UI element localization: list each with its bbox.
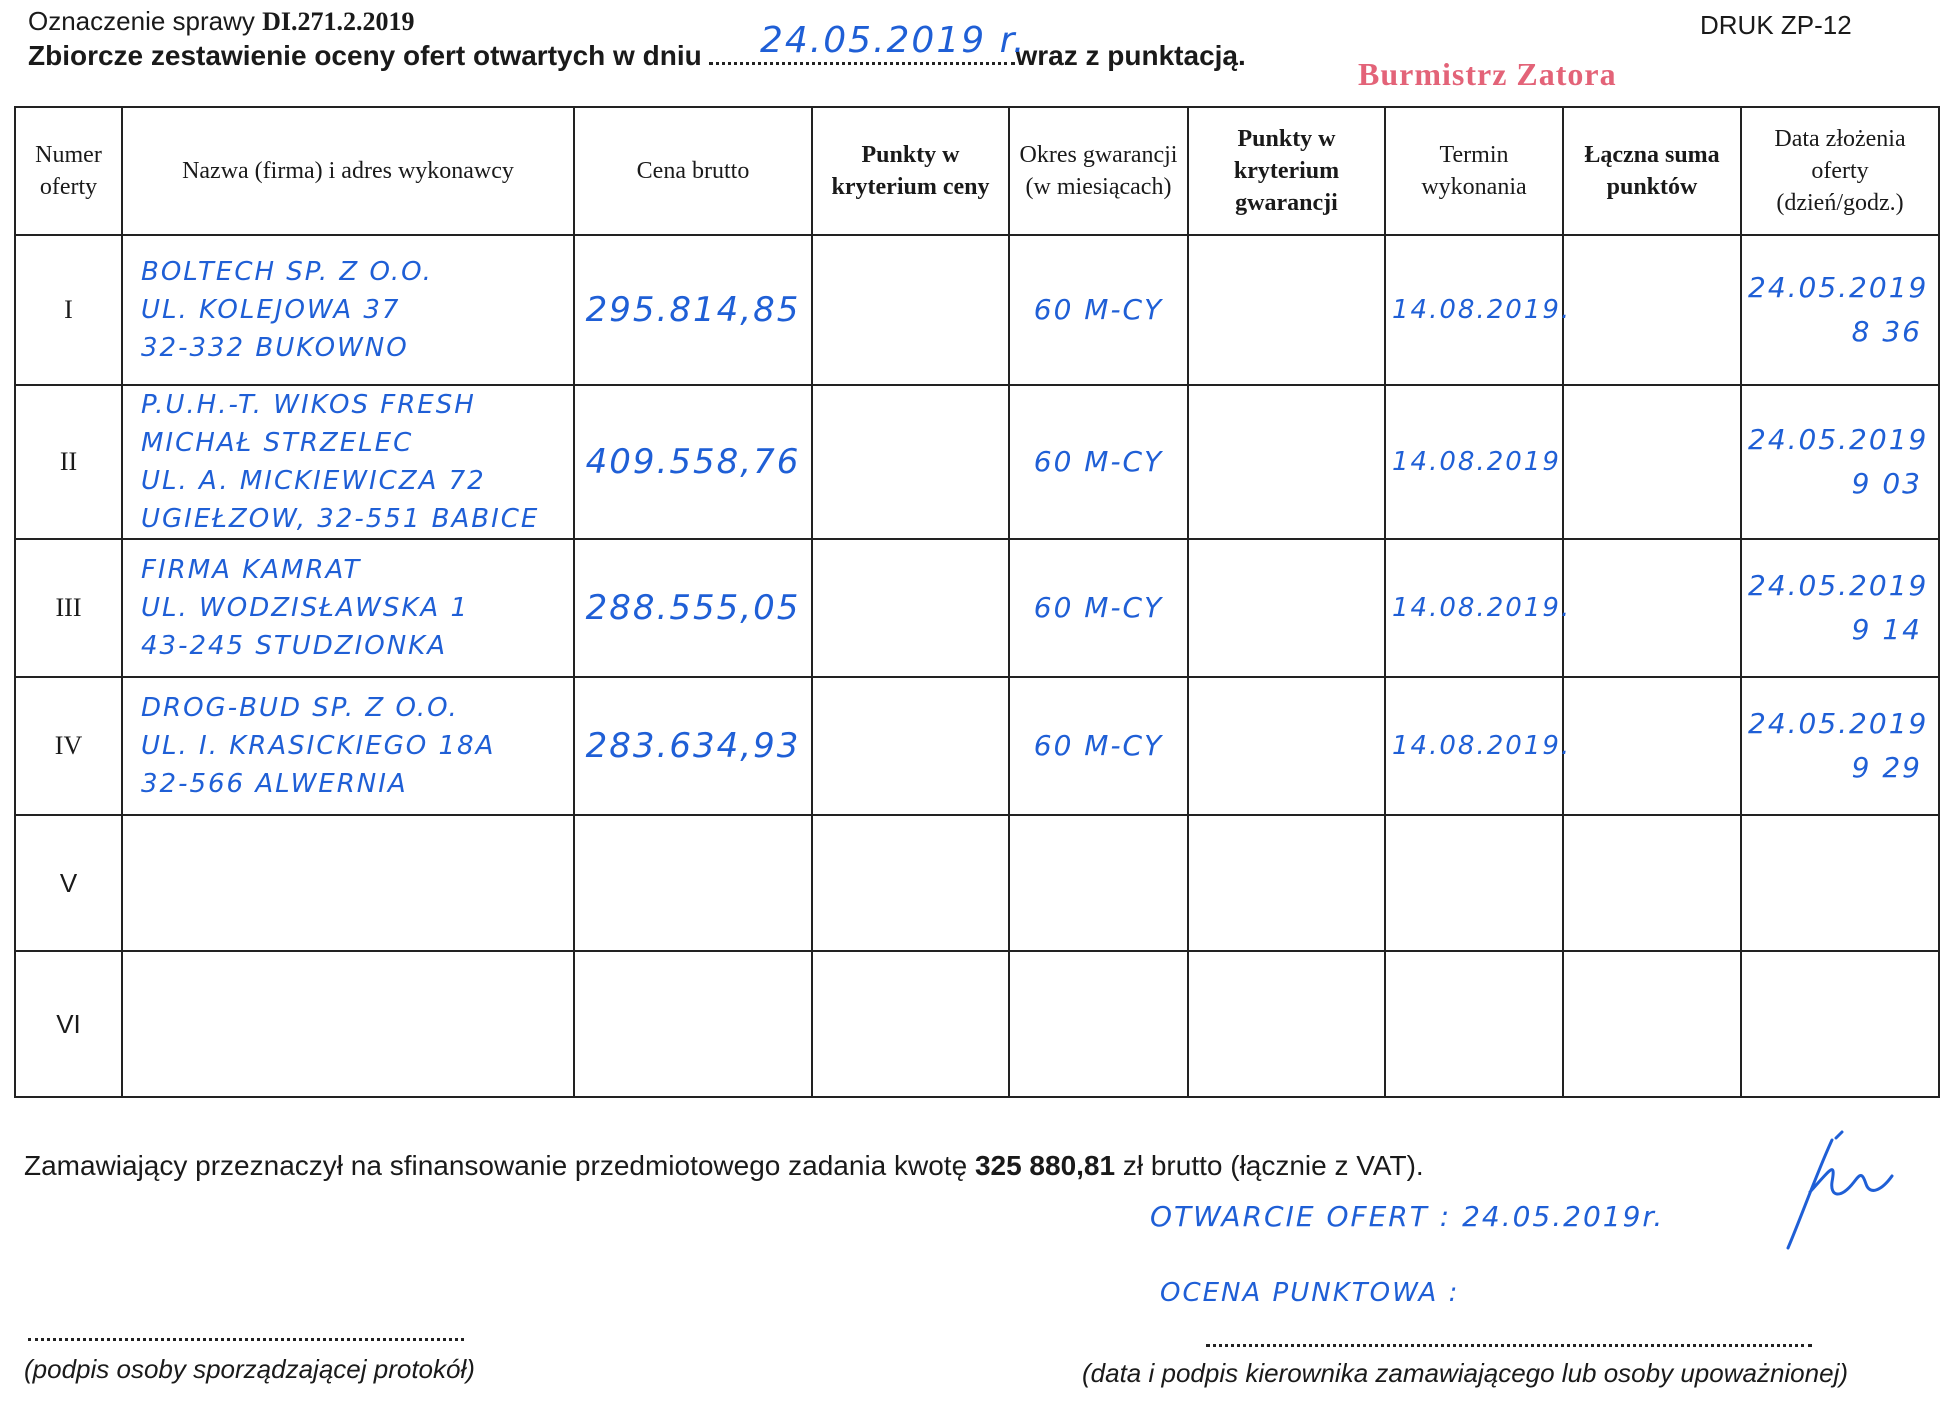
submission-date-cell <box>1741 677 1939 815</box>
total-points-cell <box>1563 815 1741 951</box>
gross-price-cell <box>574 385 812 539</box>
table-row <box>15 235 1939 385</box>
budget-suffix: zł brutto (łącznie z VAT). <box>1122 1150 1424 1181</box>
signature-caption-preparer: (podpis osoby sporządzającej protokół) <box>24 1354 475 1384</box>
contractor-address-line: UL. A. MICKIEWICZA 72 <box>141 466 486 496</box>
contractor-name-cell <box>122 539 574 677</box>
contractor-address-line: UGIEŁZOW, 32-551 BABICE <box>141 504 540 534</box>
signature-line-right <box>1206 1342 1812 1347</box>
total-points-cell <box>1563 539 1741 677</box>
warranty-points-cell <box>1188 677 1385 815</box>
completion-term-cell <box>1385 951 1563 1097</box>
case-number: DI.271.2.2019 <box>262 7 415 36</box>
completion-term-cell <box>1385 539 1572 677</box>
table-header-row <box>15 107 1939 235</box>
completion-term-value: 14.08.2019. <box>1392 593 1572 623</box>
contractor-address-line: P.U.H.-T. WIKOS FRESH <box>141 390 476 420</box>
completion-term-value: 14.08.2019. <box>1392 731 1572 761</box>
col-header-total: Łączna suma punktów <box>1563 107 1741 235</box>
budget-statement <box>24 1150 1424 1182</box>
gross-price-value: 288.555,05 <box>585 588 801 628</box>
contractor-name-cell <box>122 677 574 815</box>
completion-term-cell <box>1385 385 1563 539</box>
gross-price-cell <box>574 235 812 385</box>
contractor-address-line: 43-245 STUDZIONKA <box>141 631 448 661</box>
offer-number-cell: V <box>15 815 122 951</box>
handwritten-signature <box>1770 1130 1940 1250</box>
col-header-warranty-points: Punkty w kryterium gwarancji <box>1188 107 1385 235</box>
submission-date-cell <box>1741 385 1939 539</box>
offers-table <box>14 106 1940 1098</box>
signature-line-left <box>28 1336 464 1341</box>
contractor-address-line: UL. I. KRASICKIEGO 18A <box>141 731 496 761</box>
submission-date-value: 24.05.2019 <box>1748 707 1929 740</box>
contractor-address-line: MICHAŁ STRZELEC <box>141 428 414 458</box>
completion-term-value: 14.08.2019 <box>1392 447 1561 477</box>
price-points-cell <box>812 385 1009 539</box>
warranty-cell <box>1009 951 1188 1097</box>
submission-time-value: 9 14 <box>1851 613 1922 646</box>
mayor-stamp: Burmistrz Zatora <box>1358 56 1617 92</box>
table-row <box>15 677 1939 815</box>
table-row <box>15 385 1939 539</box>
completion-term-cell <box>1385 677 1572 815</box>
submission-date-cell <box>1741 235 1939 385</box>
completion-term-cell <box>1385 235 1572 385</box>
handwritten-opening-note: OTWARCIE OFERT : 24.05.2019r. <box>1150 1200 1665 1233</box>
completion-term-value: 14.08.2019. <box>1392 295 1572 325</box>
submission-date-value: 24.05.2019 <box>1748 423 1929 456</box>
table-row <box>15 951 1939 1097</box>
contractor-address-line: 32-332 BUKOWNO <box>141 333 409 363</box>
offer-number-cell: VI <box>15 951 122 1097</box>
warranty-value: 60 M-CY <box>1033 445 1164 478</box>
budget-prefix: Zamawiający przeznaczył na sfinansowanie przedmiotowego zadania kwotę <box>24 1150 968 1181</box>
contractor-address-line: FIRMA KAMRAT <box>141 555 362 585</box>
price-points-cell <box>812 235 1009 385</box>
warranty-cell <box>1009 539 1188 677</box>
warranty-points-cell <box>1188 539 1385 677</box>
gross-price-value: 295.814,85 <box>585 290 801 330</box>
warranty-value: 60 M-CY <box>1033 591 1164 624</box>
handwritten-opening-date: 24.05.2019 r. <box>760 20 1027 61</box>
offer-number-cell: I <box>15 235 122 385</box>
title-suffix: wraz z punktacją. <box>1015 40 1246 71</box>
total-points-cell <box>1563 951 1741 1097</box>
total-points-cell <box>1563 385 1741 539</box>
total-points-cell <box>1563 235 1741 385</box>
warranty-cell <box>1009 815 1188 951</box>
submission-date-value: 24.05.2019 <box>1748 569 1929 602</box>
form-code: DRUK ZP-12 <box>1700 10 1852 40</box>
title-prefix: Zbiorcze zestawienie oceny ofert otwartych w dniu <box>28 40 702 71</box>
offer-number-cell: III <box>15 539 122 677</box>
warranty-cell <box>1009 677 1188 815</box>
signature-caption-manager: (data i podpis kierownika zamawiającego lub osoby upoważnionej) <box>1082 1358 1848 1388</box>
warranty-points-cell <box>1188 235 1385 385</box>
warranty-points-cell <box>1188 951 1385 1097</box>
contractor-name-cell <box>122 235 574 385</box>
contractor-address-line: 32-566 ALWERNIA <box>141 769 408 799</box>
document-title <box>28 40 1246 72</box>
col-header-date: Data złożenia oferty (dzień/godz.) <box>1741 107 1939 235</box>
submission-time-value: 9 03 <box>1851 467 1922 500</box>
offer-number-cell: IV <box>15 677 122 815</box>
contractor-address-line: BOLTECH SP. Z O.O. <box>141 257 433 287</box>
price-points-cell <box>812 815 1009 951</box>
warranty-value: 60 M-CY <box>1033 729 1164 762</box>
table-row <box>15 539 1939 677</box>
contractor-address-line: UL. KOLEJOWA 37 <box>141 295 401 325</box>
submission-date-cell <box>1741 815 1939 951</box>
contractor-name-cell <box>122 385 574 539</box>
gross-price-cell <box>574 951 812 1097</box>
col-header-price: Cena brutto <box>574 107 812 235</box>
contractor-name-cell <box>122 815 574 951</box>
warranty-cell <box>1009 385 1188 539</box>
submission-date-cell <box>1741 539 1939 677</box>
gross-price-value: 283.634,93 <box>585 726 801 766</box>
warranty-value: 60 M-CY <box>1033 293 1164 326</box>
warranty-points-cell <box>1188 815 1385 951</box>
price-points-cell <box>812 539 1009 677</box>
offer-number-cell: II <box>15 385 122 539</box>
contractor-address-line: UL. WODZISŁAWSKA 1 <box>141 593 470 623</box>
offers-table-body <box>15 235 1939 1097</box>
col-header-price-points: Punkty w kryterium ceny <box>812 107 1009 235</box>
gross-price-value: 409.558,76 <box>585 442 801 482</box>
budget-amount: 325 880,81 <box>974 1150 1116 1181</box>
price-points-cell <box>812 677 1009 815</box>
handwritten-score-note: OCENA PUNKTOWA : <box>1160 1278 1460 1308</box>
warranty-points-cell <box>1188 385 1385 539</box>
completion-term-cell <box>1385 815 1563 951</box>
col-header-name: Nazwa (firma) i adres wykonawcy <box>122 107 574 235</box>
contractor-name-cell <box>122 951 574 1097</box>
contractor-address-line: DROG-BUD SP. Z O.O. <box>141 693 459 723</box>
gross-price-cell <box>574 539 812 677</box>
submission-time-value: 9 29 <box>1851 751 1922 784</box>
price-points-cell <box>812 951 1009 1097</box>
total-points-cell <box>1563 677 1741 815</box>
table-row <box>15 815 1939 951</box>
submission-date-value: 24.05.2019 <box>1748 271 1929 304</box>
col-header-number: Numer oferty <box>15 107 122 235</box>
col-header-warranty: Okres gwarancji (w miesiącach) <box>1009 107 1188 235</box>
warranty-cell <box>1009 235 1188 385</box>
submission-date-cell <box>1741 951 1939 1097</box>
case-label: Oznaczenie sprawy <box>28 6 255 36</box>
col-header-term: Termin wykonania <box>1385 107 1563 235</box>
gross-price-cell <box>574 677 812 815</box>
case-number-line <box>28 6 415 37</box>
gross-price-cell <box>574 815 812 951</box>
submission-time-value: 8 36 <box>1851 315 1922 348</box>
